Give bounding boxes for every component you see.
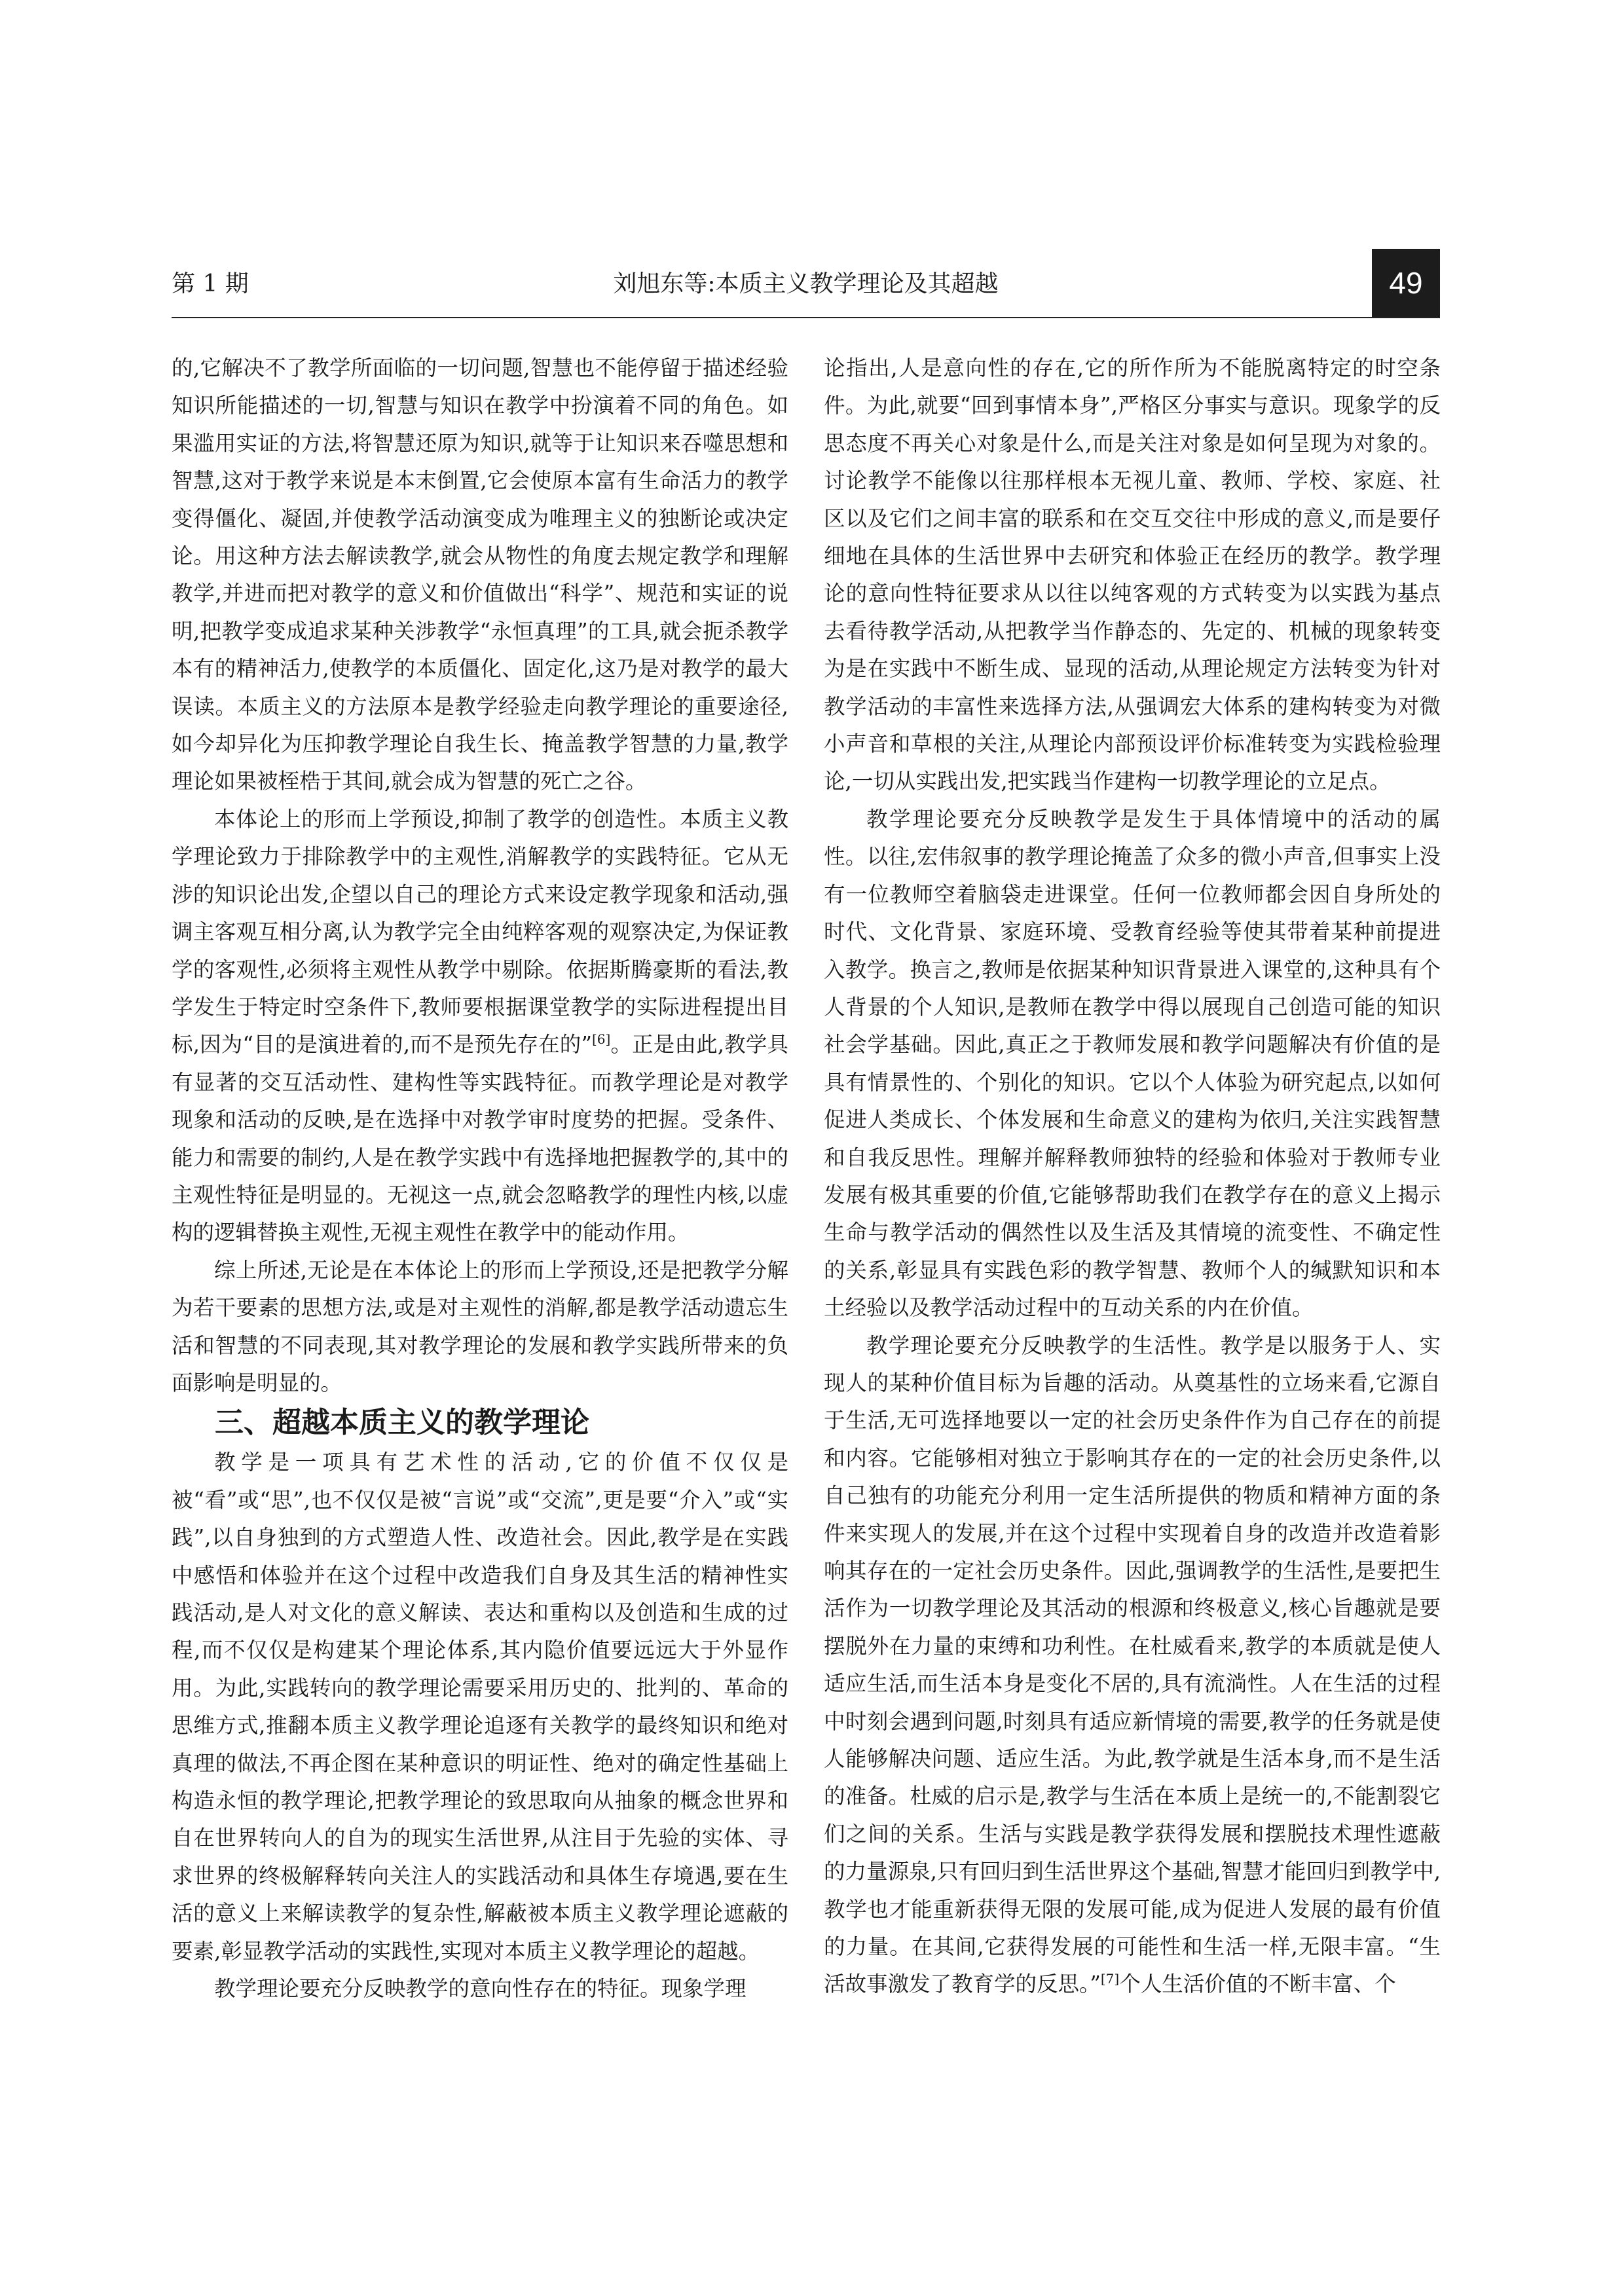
paragraph-intentionality-start: 教学理论要充分反映教学的意向性存在的特征。现象学理 [214, 1976, 747, 2002]
paragraph-intentionality-continued: 论指出,人是意向性的存在,它的所作所为不能脱离特定的时空条件。为此,就要“回到事情本身”,严格区分事实与意识。现象学的反思态度不再关心对象是什么,而是关注对象是如何呈现为对象的。讨论教学不能像以往那样根本无视儿童、教师、学校、家庭、社区以及它们之间丰富的联系和在交互交往中形成的意义,而是要仔细地在具体的生活世界中去研究和体验正在经历的教学。教学理论的意向性特征要求从以往以纯客观的方式转变为以实践为基点去看待教学活动,从把教学当作静态的、先定的、机械的现象转变为是在实践中不断生成、显现的活动,从理论规定方法转变为针对教学活动的丰富性来选择方法,从强调宏大体系的建构转变为对微小声音和草根的关注,从理论内部预设评价标准转变为实践检验理论,一切从实践出发,把实践当作建构一切教学理论的立足点。 [824, 356, 1441, 794]
citation-ref: [7] [1100, 1971, 1120, 1987]
paragraph-continued: 的,它解决不了教学所面临的一切问题,智慧也不能停留于描述经验知识所能描述的一切,智慧与知识在教学中扮演着不同的角色。如果滥用实证的方法,将智慧还原为知识,就等于让知识来吞噬思想和智慧,这对于教学来说是本末倒置,它会使原本富有生命活力的教学变得僵化、凝固,并使教学活动演变成为唯理主义的独断论或决定论。用这种方法去解读教学,就会从物性的角度去规定教学和理解教学,并进而把对教学的意义和价值做出“科学”、规范和实证的说明,把教学变成追求某种关涉教学“永恒真理”的工具,就会扼杀教学本有的精神活力,使教学的本质僵化、固定化,这乃是对教学的最大误读。本质主义的方法原本是教学经验走向教学理论的重要途径,如今却异化为压抑教学理论自我生长、掩盖教学智慧的力量,教学理论如果被桎梏于其间,就会成为智慧的死亡之谷。 [172, 356, 788, 794]
citation-ref: [6] [591, 1031, 611, 1048]
paragraph-text: 。正是由此,教学具有显著的交互活动性、建构性等实践特征。而教学理论是对教学现象和活动的反映,是在选择中对教学审时度势的把握。受条件、能力和需要的制约,人是在教学实践中有选择地把握教学的,其中的主观性特征是明显的。无视这一点,就会忽略教学的理性内核,以虚构的逻辑替换主观性,无视主观性在教学中的能动作用。 [172, 1032, 788, 1245]
paragraph-text: 个人生活价值的不断丰富、个 [1119, 1972, 1396, 1997]
paragraph-summary: 综上所述,无论是在本体论上的形而上学预设,还是把教学分解为若干要素的思想方法,或是对主观性的消解,都是教学活动遗忘生活和智慧的不同表现,其对教学理论的发展和教学实践所带来的负面影响是明显的。 [172, 1257, 788, 1395]
paragraph-ontology [172, 801, 788, 1252]
paragraph-life [824, 1327, 1441, 2004]
section-heading: 三、超越本质主义的教学理论 [215, 1406, 589, 1439]
page-number: 49 [1372, 249, 1440, 317]
paragraph-practice: 教学是一项具有艺术性的活动,它的价值不仅仅是被“看”或“思”,也不仅仅是被“言说”或“交流”,更是要“介入”或“实践”,以自身独到的方式塑造人性、改造社会。因此,教学是在实践中感悟和体验并在这个过程中改造我们自身及其生活的精神性实践活动,是人对文化的意义解读、表达和重构以及创造和生成的过程,而不仅仅是构建某个理论体系,其内隐价值要远远大于外显作用。为此,实践转向的教学理论需要采用历史的、批判的、革命的思维方式,推翻本质主义教学理论追逐有关教学的最终知识和绝对真理的做法,不再企图在某种意识的明证性、绝对的确定性基础上构造永恒的教学理论,把教学理论的致思取向从抽象的概念世界和自在世界转向人的自为的现实生活世界,从注目于先验的实体、寻求世界的终极解释转向关注人的实践活动和具体生存境遇,要在生活的意义上来解读教学的复杂性,解蔽被本质主义教学理论遮蔽的要素,彰显教学活动的实践性,实现对本质主义教学理论的超越。 [172, 1450, 788, 1964]
paragraph-text: 教学理论要充分反映教学的生活性。教学是以服务于人、实现人的某种价值目标为旨趣的活动。从奠基性的立场来看,它源自于生活,无可选择地要以一定的社会历史条件作为自己存在的前提和内容。它能够相对独立于影响其存在的一定的社会历史条件,以自己独有的功能充分利用一定生活所提供的物质和精神方面的条件来实现人的发展,并在这个过程中实现着自身的改造并改造着影响其存在的一定社会历史条件。因此,强调教学的生活性,是要把生活作为一切教学理论及其活动的根源和终极意义,核心旨趣就是要摆脱外在力量的束缚和功利性。在杜威看来,教学的本质就是使人适应生活,而生活本身是变化不居的,具有流淌性。人在生活的过程中时刻会遇到问题,时刻具有适应新情境的需要,教学的任务就是使人能够解决问题、适应生活。为此,教学就是生活本身,而不是生活的准备。杜威的启示是,教学与生活在本质上是统一的,不能割裂它们之间的关系。生活与实践是教学获得发展和摆脱技术理性遮蔽的力量源泉,只有回归到生活世界这个基础,智慧才能回归到教学中,教学也才能重新获得无限的发展可能,成为促进人发展的最有价值的力量。在其间,它获得发展的可能性和生活一样,无限丰富。“生活故事激发了教育学的反思。” [824, 1332, 1441, 1997]
right-column [824, 350, 1441, 2078]
paragraph-situation: 教学理论要充分反映教学是发生于具体情境中的活动的属性。以往,宏伟叙事的教学理论掩盖了众多的微小声音,但事实上没有一位教师空着脑袋走进课堂。任何一位教师都会因自身所处的时代、文化背景、家庭环境、受教育经验等使其带着某种前提进入教学。换言之,教师是依据某种知识背景进入课堂的,这种具有个人背景的个人知识,是教师在教学中得以展现自己创造可能的知识社会学基础。因此,真正之于教师发展和教学问题解决有价值的是具有情景性的、个别化的知识。它以个人体验为研究起点,以如何促进人类成长、个体发展和生命意义的建构为依归,关注实践智慧和自我反思性。理解并解释教师独特的经验和体验对于教师专业发展有极其重要的价值,它能够帮助我们在教学存在的意义上揭示生命与教学活动的偶然性以及生活及其情境的流变性、不确定性的关系,彰显具有实践色彩的教学智慧、教师个人的缄默知识和本土经验以及教学活动过程中的互动关系的内在价值。 [824, 806, 1441, 1321]
paragraph-text: 本体论上的形而上学预设,抑制了教学的创造性。本质主义教学理论致力于排除教学中的主观性,消解教学的实践特征。它从无涉的知识论出发,企望以自己的理论方式来设定教学现象和活动,强调主客观互相分离,认为教学完全由纯粹客观的观察决定,为保证教学的客观性,必须将主观性从教学中剔除。依据斯腾豪斯的看法,教学发生于特定时空条件下,教师要根据课堂教学的实际进程提出目标,因为“目的是演进着的,而不是预先存在的” [172, 806, 788, 1057]
issue-label: 第 1 期 [172, 270, 249, 297]
running-title: 刘旭东等:本质主义教学理论及其超越 [613, 270, 999, 297]
left-column [172, 350, 788, 2078]
page-header [172, 249, 1440, 318]
